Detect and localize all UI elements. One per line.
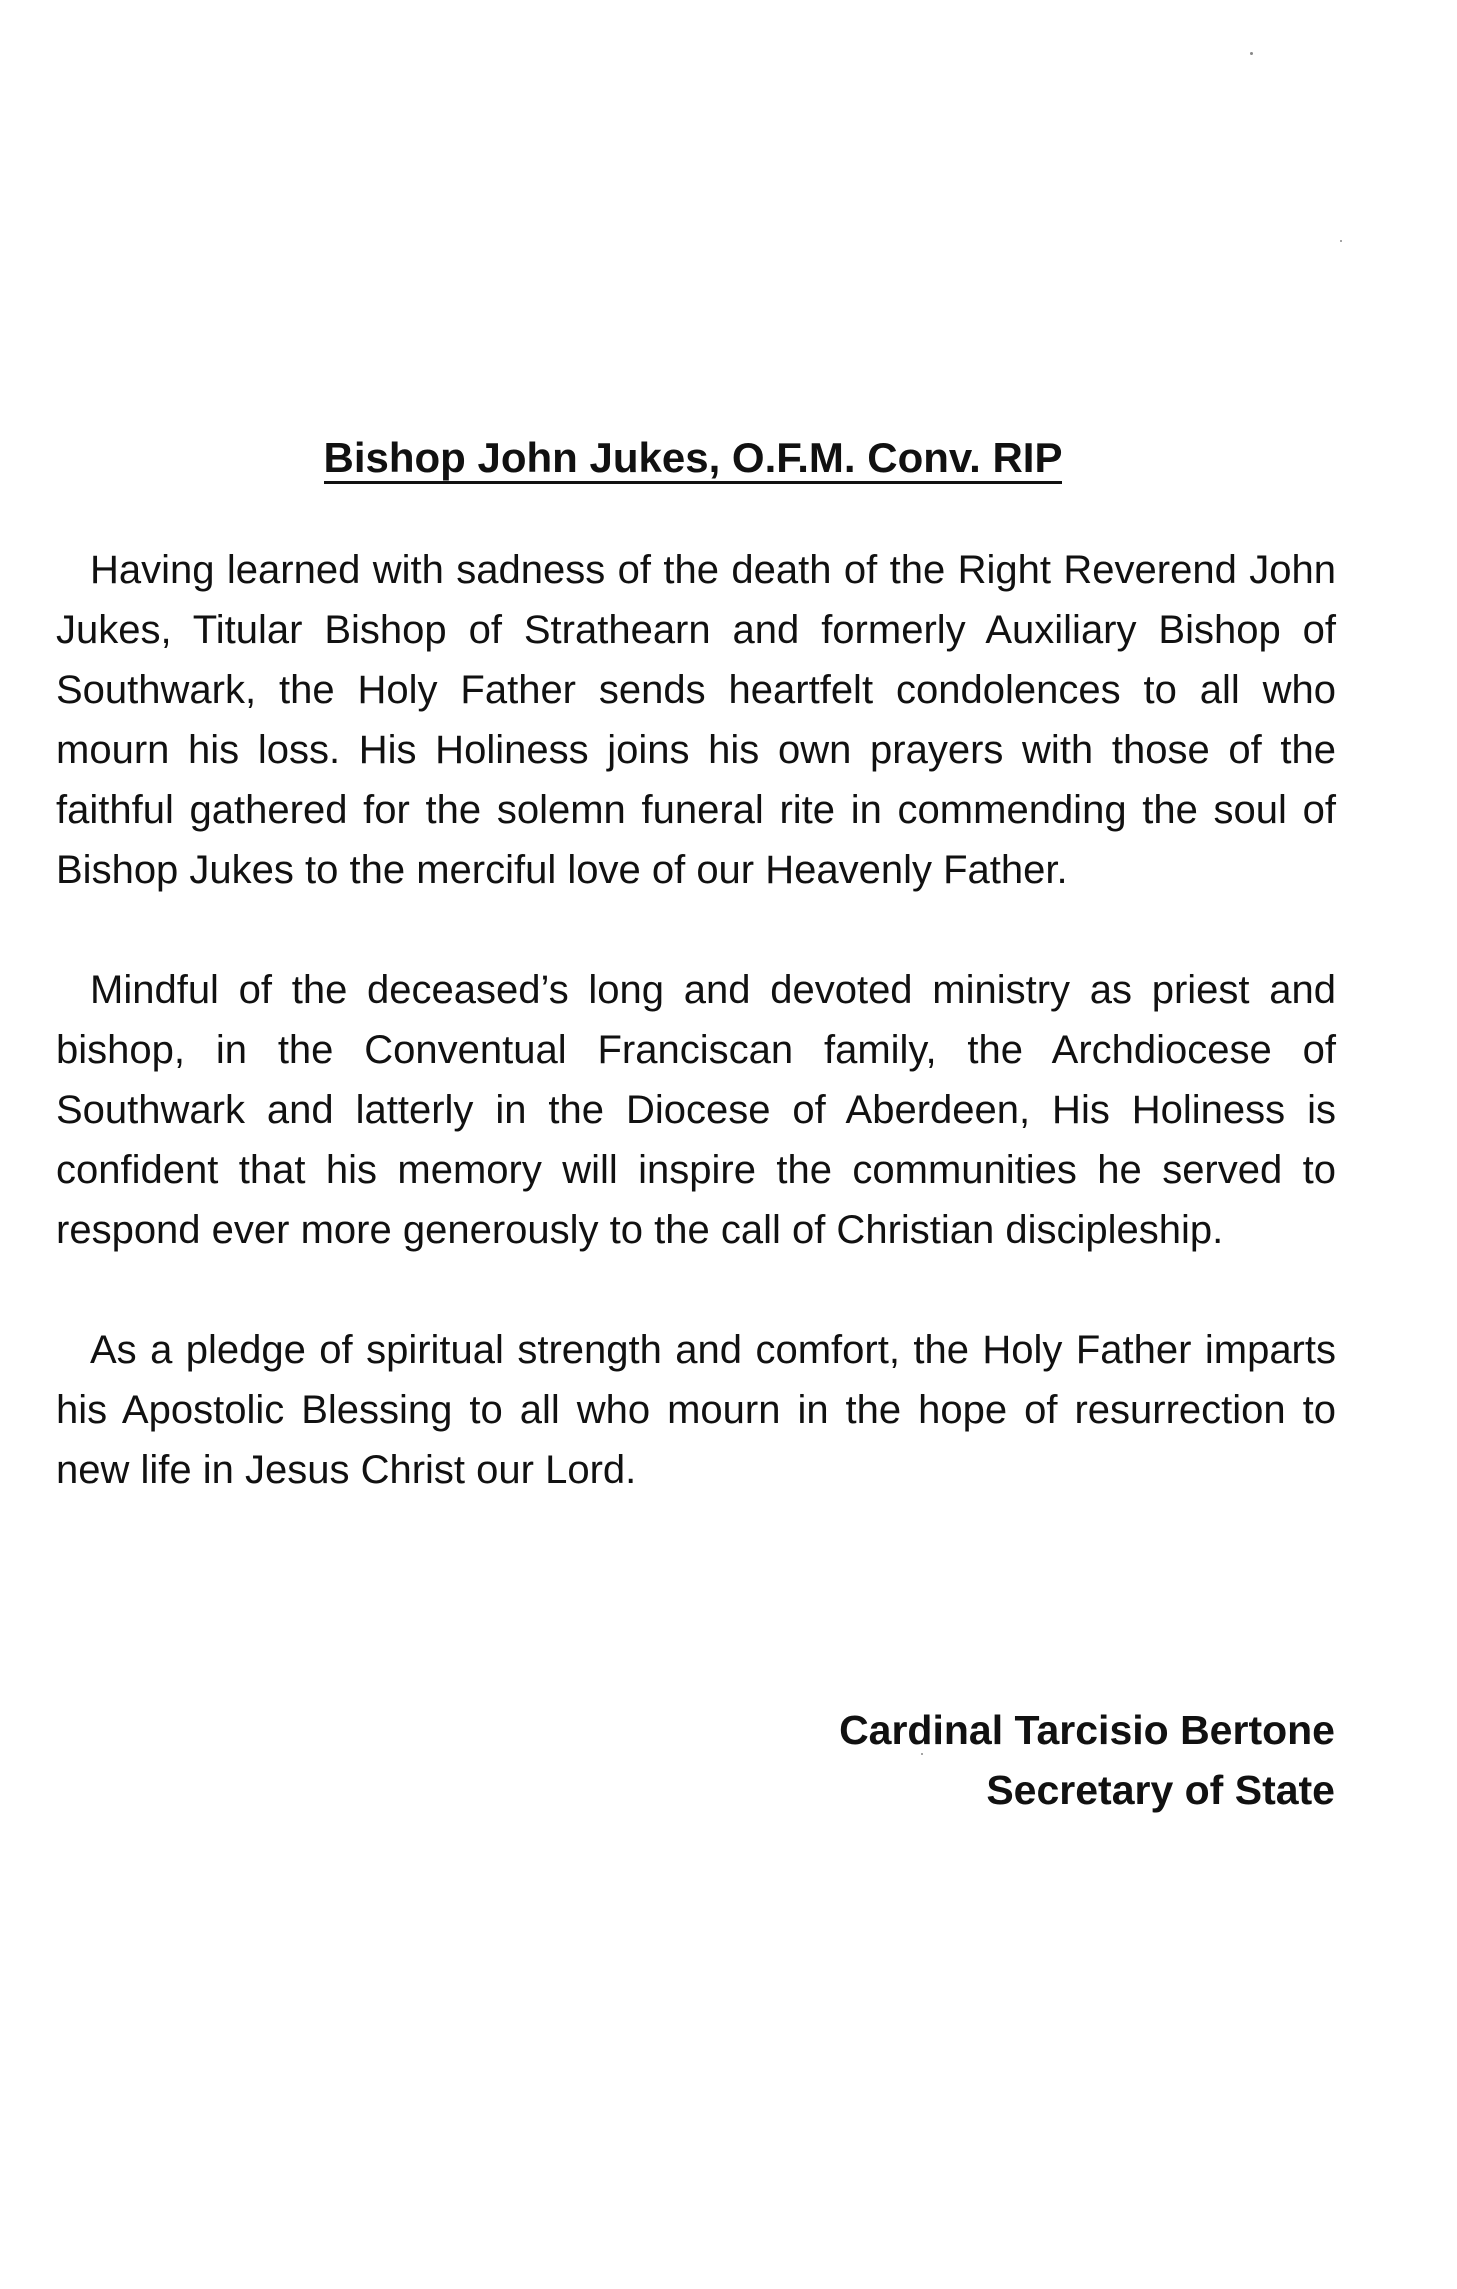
scan-speck	[921, 1753, 923, 1755]
paragraph-ministry: Mindful of the deceased’s long and devoted ministry as priest and bishop, in the Conventual Franciscan family, the Archdiocese of Southwark and latterly in the Diocese of Aberdeen, His Holiness is confident that his memory will inspire the communities he served to respond ever more generously to the call of Christian discipleship.	[56, 968, 1336, 1252]
document-title-text: Bishop John Jukes, O.F.M. Conv. RIP	[324, 434, 1063, 484]
signatory-name: Cardinal Tarcisio Bertone	[839, 1707, 1335, 1753]
paragraph-blessing: As a pledge of spiritual strength and comfort, the Holy Father imparts his Apostolic Blessing to all who mourn in the hope of resurrection to new life in Jesus Christ our Lord.	[56, 1328, 1336, 1492]
scan-speck	[1340, 240, 1342, 242]
paragraph-condolences: Having learned with sadness of the death of the Right Reverend John Jukes, Titular Bishop of Strathearn and formerly Auxiliary Bishop of Southwark, the Holy Father sends heartfelt condolences to all who mourn his loss. His Holiness joins his own prayers with those of the faithful gathered for the solemn funeral rite in commending the soul of Bishop Jukes to the merciful love of our Heavenly Father.	[56, 548, 1336, 892]
signatory-position: Secretary of State	[986, 1767, 1335, 1813]
signature-block	[839, 1700, 1335, 1820]
scan-speck	[1250, 52, 1253, 55]
document-body	[56, 540, 1336, 1500]
document-title	[0, 430, 1386, 486]
